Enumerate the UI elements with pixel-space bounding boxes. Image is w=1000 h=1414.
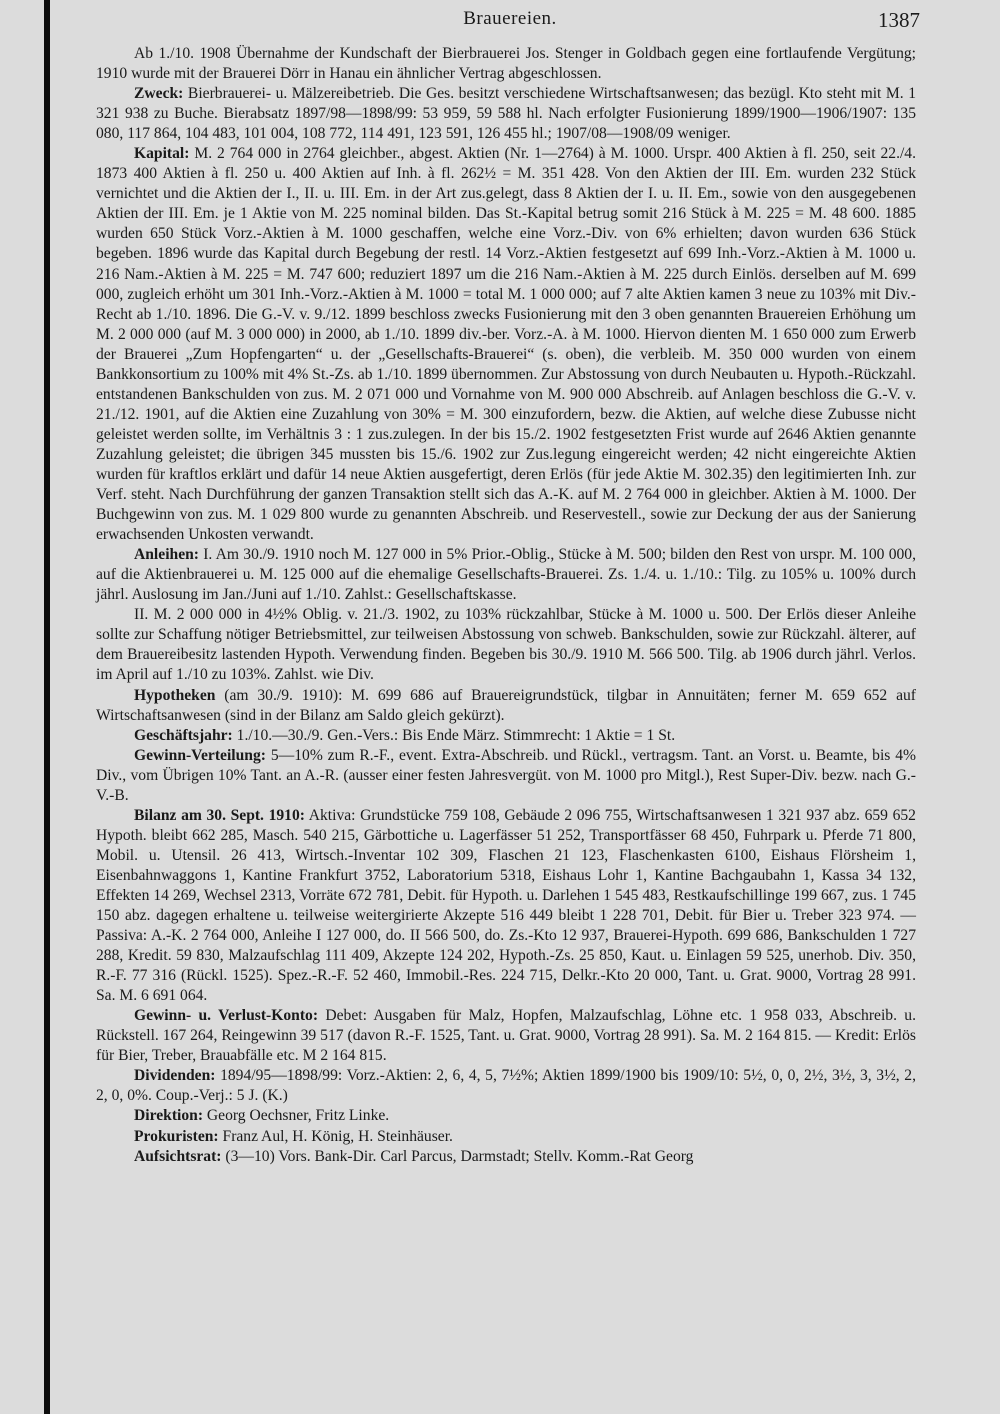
paragraph-gewinn-verlust	[96, 1006, 916, 1066]
section-label-zweck: Zweck:	[134, 85, 184, 103]
section-label-anleihen: Anleihen:	[134, 546, 199, 564]
paragraph-text: Ab 1./10. 1908 Übernahme der Kundschaft der Bierbrauerei Jos. Stenger in Goldbach gegen eine fortlaufende Vergütung; 1910 wurde mit der Brauerei Dörr in Hanau ein ähnlicher Vertrag abgeschlossen.	[96, 45, 916, 83]
paragraph-acquisition	[96, 44, 916, 84]
page-body	[96, 44, 916, 1167]
paragraph-text: (3—10) Vors. Bank-Dir. Carl Parcus, Darmstadt; Stellv. Komm.-Rat Georg	[225, 1147, 694, 1165]
paragraph-hypotheken	[96, 686, 916, 726]
paragraph-text: Georg Oechsner, Fritz Linke.	[206, 1107, 390, 1125]
page-number: 1387	[878, 8, 920, 32]
section-label-gewinn-verlust: Gewinn- u. Verlust-Konto:	[134, 1007, 319, 1025]
section-label-prokuristen: Prokuristen:	[134, 1127, 219, 1145]
paragraph-anleihe-ii	[96, 605, 916, 685]
paragraph-zweck	[96, 84, 916, 144]
section-label-hypotheken: Hypotheken	[134, 686, 216, 704]
section-label-bilanz: Bilanz am 30. Sept. 1910:	[134, 806, 305, 824]
page-header	[100, 8, 920, 38]
paragraph-prokuristen	[96, 1127, 916, 1147]
paragraph-direktion	[96, 1106, 916, 1126]
paragraph-text: M. 2 764 000 in 2764 gleichber., abgest. Aktien (Nr. 1—2764) à M. 1000. Urspr. 400 Aktien à fl. 250, seit 22./4. 1873 400 Aktien à fl. 250 u. 400 Aktien auf Inh. à fl. 262½ = M. 351 428. Von den Aktien der III. Em. wurden 232 Stück vernichtet und die Aktien der I., II. u. III. Em. in der Art zus.gelegt, dass 8 Aktien der I. u. II. Em., sowie von den ausgegebenen Aktien der III. Em. je 1 Aktie von M. 225 nominal bilden. Das St.-Kapital betrug somit 216 Stück à M. 225 = M. 48 600. 1885 wurden 650 Stück Vorz.-Aktien à M. 1000 geschaffen, welche eine Vorz.-Div. von 6% erhielten; davon wurden 636 Stück begeben. 1896 wurde das Kapital durch Begebung der restl. 14 Vorz.-Aktien festgesetzt auf 699 Inh.-Vorz.-Aktien à M. 1000 u. 216 Nam.-Aktien à M. 225 = M. 747 600; reduziert 1897 um die 216 Nam.-Aktien à M. 225 durch Einlös. derselben auf M. 699 000, zugleich erhöht um 301 Inh.-Vorz.-Aktien à M. 1000 = total M. 1 000 000; auf 7 alte Aktien kamen 3 neue zu 103% mit Div.-Recht ab 1./10. 1896. Die G.-V. v. 9./12. 1899 beschloss zwecks Fusionierung mit den 3 oben genannten Brauereien Erhöhung um M. 2 000 000 (auf M. 3 000 000) in 2000, ab 1./10. 1899 div.-ber. Vorz.-A. à M. 1000. Hiervon dienten M. 1 650 000 zum Erwerb der Brauerei „Zum Hopfengarten“ u. der „Gesellschafts-Brauerei“ (s. oben), die verbleib. M. 350 000 wurden von einem Bankkonsortium zu 100% mit 4% St.-Zs. ab 1./10. 1899 übernommen. Zur Abstossung von durch Neubauten u. Hypoth.-Rückzahl. entstandenen Bankschulden von zus. M. 2 071 000 und Vornahme von M. 900 000 Abschreib. auf Anlagen beschloss die G.-V. v. 21./12. 1901, auf die Aktien eine Zuzahlung von 30% = M. 300 einzufordern, bezw. die Aktien, auf welche diese Zubusse nicht geleistet werden sollte, im Verhältnis 3 : 1 zus.zulegen. In der bis 15./2. 1902 festgesetzten Frist wurde auf 2646 Aktien genannte Zuzahlung geleistet; die übrigen 345 mussten bis 15./6. 1902 zur Zus.legung eingereicht werden; 42 nicht eingereichte Aktien wurden für kraftlos erklärt und dafür 14 neue Aktien ausgefertigt, deren Erlös (für jede Aktie M. 302.35) den legitimierten Inh. zur Verf. steht. Nach Durchführung der ganzen Transaktion stellt sich das A.-K. auf M. 2 764 000 in gleichber. Aktien à M. 1000. Der Buchgewinn von zus. M. 1 029 800 wurde zu genannten Abschreib. und Reservestell., sowie zur Deckung der aus der Sanierung erwachsenden Unkosten verwandt.	[96, 145, 916, 544]
paragraph-text: Franz Aul, H. König, H. Steinhäuser.	[222, 1127, 453, 1145]
paragraph-text: I. Am 30./9. 1910 noch M. 127 000 in 5% Prior.-Oblig., Stücke à M. 500; bilden den Rest von urspr. M. 100 000, auf die Aktienbrauerei u. M. 125 000 auf die ehemalige Gesellschafts-Brauerei. Zs. 1./4. u. 1./10.: Tilg. zu 105% u. 100% durch jährl. Auslosung im Jan./Juni auf 1./10. Zahlst.: Gesellschaftskasse.	[96, 546, 916, 604]
paragraph-text: Bierbrauerei- u. Mälzereibetrieb. Die Ges. besitzt verschiedene Wirtschaftsanwesen; das bezügl. Kto steht mit M. 1 321 938 zu Buche. Bierabsatz 1897/98—1898/99: 53 959, 59 588 hl. Nach erfolgter Fusionierung 1899/1900—1906/1907: 135 080, 117 864, 104 483, 101 004, 108 772, 114 491, 123 591, 126 455 hl.; 1907/08—1908/09 weniger.	[96, 85, 917, 143]
paragraph-text: Debet: Ausgaben für Malz, Hopfen, Malzaufschlag, Löhne etc. 1 958 033, Abschreib. u. Rückstell. 167 264, Reingewinn 39 517 (davon R.-F. 1525, Tant. u. Grat. 9000, Vortrag 28 991). Sa. M. 2 164 815. — Kredit: Erlös für Bier, Treber, Brauabfälle etc. M 2 164 815.	[96, 1007, 916, 1065]
paragraph-text: 1894/95—1898/99: Vorz.-Aktien: 2, 6, 4, 5, 7½%; Aktien 1899/1900 bis 1909/10: 5½, 0, 0, 2½, 3½, 3, 3½, 2, 2, 0, 0%. Coup.-Verj.: 5 J. (K.)	[96, 1067, 916, 1105]
paragraph-text: (am 30./9. 1910): M. 699 686 auf Brauereigrundstück, tilgbar in Annuitäten; ferner M. 659 652 auf Wirtschaftsanwesen (sind in der Bilanz am Saldo gleich gekürzt).	[96, 686, 916, 724]
section-label-aufsichtsrat: Aufsichtsrat:	[134, 1147, 222, 1165]
paragraph-aufsichtsrat	[96, 1147, 916, 1167]
book-spine-edge	[44, 0, 50, 1414]
paragraph-text: Aktiva: Grundstücke 759 108, Gebäude 2 096 755, Wirtschaftsanwesen 1 321 937 abz. 659 652 Hypoth. bleibt 662 285, Masch. 540 215, Gärbottiche u. Lagerfässer 51 252, Transportfässer 68 450, Fuhrpark u. Pferde 71 800, Mobil. u. Utensil. 26 413, Wirtsch.-Inventar 102 309, Flaschen 21 123, Flaschenkasten 6100, Eishaus Flörsheim 1, Eisenbahnwaggons 1, Kantine Frankfurt 3752, Laboratorium 5318, Eishaus Lohr 1, Kantine Bachgaubahn 1, Kassa 34 132, Effekten 14 269, Wechsel 2313, Vorräte 672 781, Debit. für Hypoth. u. Darlehen 1 545 483, Restkaufschillinge 199 667, zus. 1 745 150 abz. dagegen erhaltene u. teilweise weitergirierte Akzepte 516 449 bleibt 1 228 701, Debit. für Bier u. Treber 323 974. — Passiva: A.-K. 2 764 000, Anleihe I 127 000, do. II 566 500, do. Zs.-Kto 12 937, Brauerei-Hypoth. 699 686, Bankschulden 1 727 288, Kredit. 59 830, Malzaufschlag 111 409, Akzepte 124 202, Hypoth.-Zs. 25 850, Kaut. u. Einlagen 59 525, unerhob. Div. 350, R.-F. 77 316 (Rückl. 1525). Spez.-R.-F. 52 460, Immobil.-Res. 224 715, Delkr.-Kto 20 000, Tant. u. Grat. 9000, Vortrag 28 991. Sa. M. 6 691 064.	[96, 806, 916, 1005]
paragraph-dividenden	[96, 1066, 916, 1106]
section-label-direktion: Direktion:	[134, 1107, 204, 1125]
running-title: Brauereien.	[463, 8, 557, 29]
paragraph-gewinn-verteilung	[96, 746, 916, 806]
paragraph-text: 5—10% zum R.-F., event. Extra-Abschreib. und Rückl., vertragsm. Tant. an Vorst. u. Beamte, bis 4% Div., vom Übrigen 10% Tant. an A.-R. (ausser einer festen Jahresvergüt. von M. 1000 pro Mitgl.), Rest Super-Div. bezw. nach G.-V.-B.	[96, 746, 917, 804]
section-label-geschaeftsjahr: Geschäftsjahr:	[134, 726, 233, 744]
paragraph-geschaeftsjahr	[96, 726, 916, 746]
paragraph-bilanz	[96, 806, 916, 1006]
paragraph-anleihen	[96, 545, 916, 605]
paragraph-text: II. M. 2 000 000 in 4½% Oblig. v. 21./3. 1902, zu 103% rückzahlbar, Stücke à M. 1000 u. 500. Der Erlös dieser Anleihe sollte zur Schaffung nötiger Betriebsmittel, zur teilweisen Abstossung von schweb. Bankschulden, sowie zur Rückzahl. älterer, auf dem Brauereibesitz lastenden Hypoth. Verwendung finden. Begeben bis 30./9. 1910 M. 566 500. Tilg. ab 1906 durch jährl. Verlos. im April auf 1./10 zu 103%. Zahlst. wie Div.	[96, 606, 916, 684]
section-label-kapital: Kapital:	[134, 145, 190, 163]
paragraph-kapital	[96, 144, 916, 545]
section-label-gewinn-verteilung: Gewinn-Verteilung:	[134, 746, 266, 764]
paragraph-text: 1./10.—30./9. Gen.-Vers.: Bis Ende März. Stimmrecht: 1 Aktie = 1 St.	[236, 726, 676, 744]
section-label-dividenden: Dividenden:	[134, 1067, 216, 1085]
